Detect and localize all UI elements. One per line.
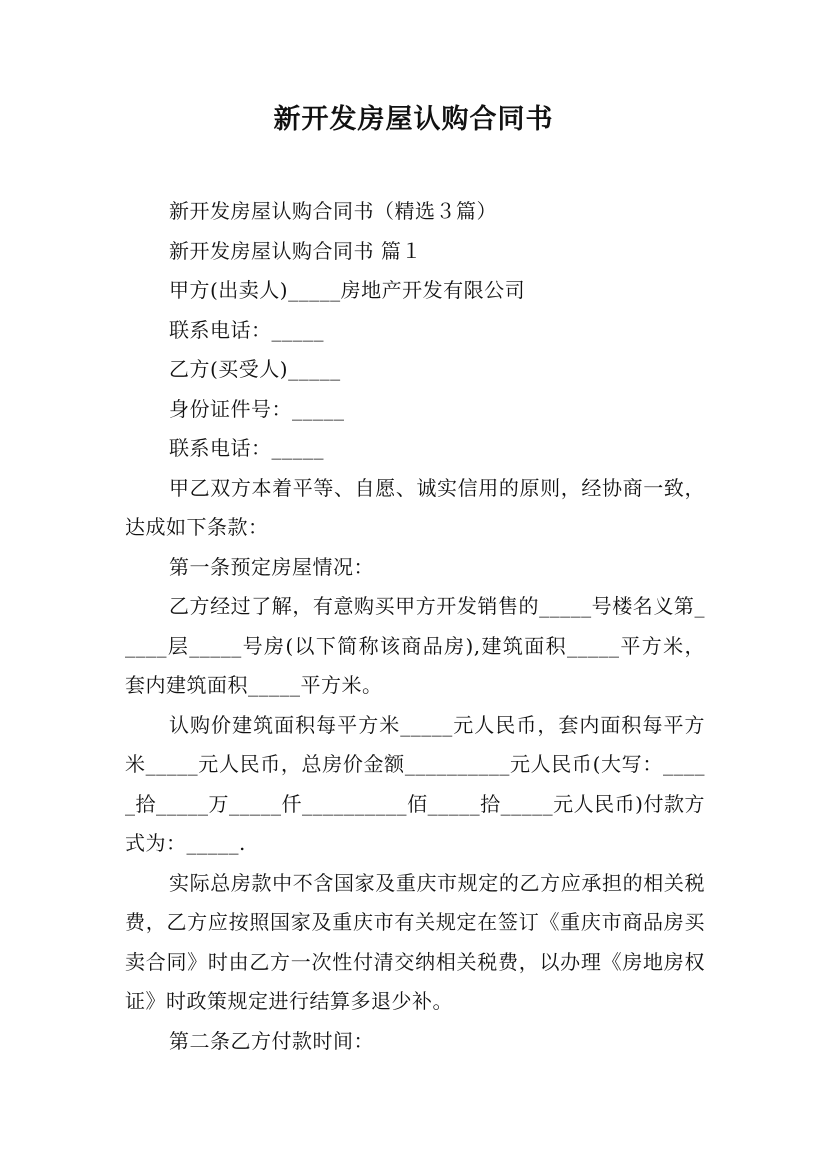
tax-paragraph: 实际总房款中不含国家及重庆市规定的乙方应承担的相关税费，乙方应按照国家及重庆市有关规定在签订《重庆市商品房买卖合同》时由乙方一次性付清交纳相关税费，以办理《房地房权证》时政策规定进行结算多退少补。 xyxy=(125,870,705,1013)
document-subtitle: 新开发房屋认购合同书（精选３篇） xyxy=(169,199,497,223)
party-b-line: 乙方(买受人)_____ xyxy=(169,357,341,381)
document-body xyxy=(125,192,705,1061)
party-b-id-number: 身份证件号：_____ xyxy=(169,396,345,421)
agreement-intro: 甲乙双方本着平等、自愿、诚实信用的原则，经协商一致，达成如下条款： xyxy=(125,475,705,539)
price-paragraph: 认购价建筑面积每平方米_____元人民币，套内面积每平方米_____元人民币，总房价金额__________元人民币(大写：_____拾_____万_____仟__________佰_____拾_____元人民币)付款方式为：_____. xyxy=(125,712,705,855)
party-b-phone: 联系电话：_____ xyxy=(169,436,324,460)
party-a-line: 甲方(出卖人)_____房地产开发有限公司 xyxy=(169,278,526,302)
section-heading: 新开发房屋认购合同书 篇１ xyxy=(169,238,422,263)
article-one-heading: 第一条预定房屋情况： xyxy=(169,554,374,579)
house-details-paragraph: 乙方经过了解，有意购买甲方开发销售的_____号楼名义第_____层_____号房(以下简称该商品房),建筑面积_____平方米，套内建筑面积_____平方米。 xyxy=(125,594,705,697)
document-title: 新开发房屋认购合同书 xyxy=(273,104,554,135)
party-a-phone: 联系电话：_____ xyxy=(169,317,324,342)
article-two-heading: 第二条乙方付款时间： xyxy=(169,1028,374,1053)
